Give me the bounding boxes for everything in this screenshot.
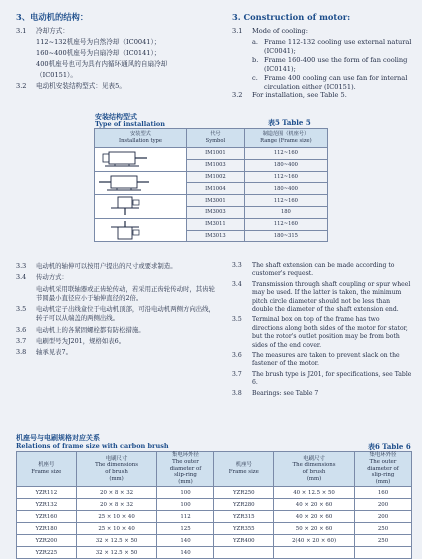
list-item bbox=[16, 326, 216, 335]
frame-size-cell: YZR355 bbox=[214, 523, 274, 535]
item-text: The measures are taken to prevent slack on the fastener of the motor. bbox=[252, 352, 400, 368]
section-heading-zh: 3、电动机的结构： bbox=[16, 12, 89, 22]
item-number: 3.5 bbox=[232, 316, 242, 324]
bullet: c. bbox=[252, 73, 258, 82]
cooling-b-text: Frame 160-400 use the form of fan cooling (IC0141); bbox=[264, 55, 408, 73]
list-item bbox=[232, 281, 412, 315]
frame-size-cell: YZR280 bbox=[214, 499, 274, 511]
list-item bbox=[232, 352, 412, 369]
slip-ring-diameter-cell: 250 bbox=[354, 535, 411, 547]
frame-size-cell: YZR132 bbox=[17, 499, 77, 511]
motor-foot-mount-drawing bbox=[95, 148, 187, 172]
item-text: 电动机的轴伸可以按用户提出的尺寸或要求制造。 bbox=[36, 262, 177, 270]
motor-vertical-flange-icon bbox=[95, 196, 155, 216]
section-3-english bbox=[232, 12, 412, 102]
table-row bbox=[17, 487, 412, 499]
header-frame-size: 机座号 Frame size bbox=[214, 452, 274, 487]
cooling-line-4: （IC0151）。 bbox=[36, 70, 77, 79]
list-item bbox=[232, 371, 412, 388]
symbol-cell: IM1002 bbox=[187, 171, 245, 183]
list-item bbox=[232, 316, 412, 350]
item-text: 电刷型号为J201，规格如表6。 bbox=[36, 336, 126, 345]
table-row bbox=[17, 535, 412, 547]
item-text: 电动机安装结构型式：见表5。 bbox=[36, 81, 126, 90]
symbol-cell: IM1001 bbox=[187, 148, 245, 160]
frame-size-cell: YZR180 bbox=[17, 523, 77, 535]
table5-title-zh: 安装结构型式 bbox=[95, 113, 137, 121]
brush-dimensions-cell: 50 × 20 × 60 bbox=[274, 523, 355, 535]
slip-ring-diameter-cell: 250 bbox=[354, 523, 411, 535]
item-number: 3.3 bbox=[16, 262, 27, 270]
frame-size-cell: YZR200 bbox=[17, 535, 77, 547]
item-number: 3.1 bbox=[16, 27, 27, 36]
range-cell: 180 bbox=[244, 206, 327, 218]
item-number: 3.4 bbox=[16, 273, 27, 282]
cooling-c bbox=[232, 74, 412, 92]
table-row bbox=[95, 195, 328, 207]
item-number: 3.8 bbox=[232, 389, 242, 397]
installation-table bbox=[94, 128, 328, 242]
cooling-b bbox=[232, 56, 412, 74]
header-slip-ring-diameter: 集电环外径 The outer diameter of slip-ring (mm) bbox=[157, 452, 214, 487]
item-text: The brush type is J201, for specifications, see Table 6. bbox=[252, 370, 412, 387]
item-number: 3.3 bbox=[232, 262, 242, 269]
brush-dimensions-cell: 40 × 20 × 60 bbox=[274, 499, 355, 511]
slip-ring-diameter-cell: 200 bbox=[354, 499, 411, 511]
item-text: Mode of cooling: bbox=[252, 27, 308, 36]
item-number: 3.1 bbox=[232, 27, 243, 36]
item-text: 传动方式： bbox=[36, 273, 68, 282]
header-frame-size: 机座号 Frame size bbox=[17, 452, 77, 487]
brush-dimensions-cell: 40 × 20 × 60 bbox=[274, 511, 355, 523]
header-brush-dimensions: 电刷尺寸 The dimensions of brush (mm) bbox=[76, 452, 157, 487]
header-slip-ring-diameter: 集电环外径 The outer diameter of slip-ring (mm) bbox=[354, 452, 411, 487]
item-text: Bearings: see Table 7 bbox=[252, 389, 319, 397]
item-3-1-en bbox=[232, 27, 412, 36]
items-3-3-to-3-8-en bbox=[232, 262, 412, 400]
list-item bbox=[16, 348, 216, 357]
items-3-3-to-3-8-zh bbox=[16, 262, 216, 360]
symbol-cell: IM3013 bbox=[187, 230, 245, 242]
frame-size-cell: YZR400 bbox=[214, 535, 274, 547]
range-cell: 112~160 bbox=[244, 218, 327, 230]
item-number bbox=[16, 285, 36, 304]
bullet: a. bbox=[252, 38, 259, 47]
brush-table-body bbox=[17, 487, 412, 559]
brush-dimensions-cell: 32 × 12.5 × 50 bbox=[76, 535, 157, 547]
frame-size-cell: YZR225 bbox=[17, 547, 77, 559]
slip-ring-diameter-cell: 112 bbox=[157, 511, 214, 523]
table6-title-en: Relations of frame size with carbon brush bbox=[16, 442, 169, 450]
item-text: Terminal box on top of the frame has two directions along both sides of the motor for stator, but the rotor's outlet position may be from both sides of the end cover. bbox=[252, 316, 408, 349]
list-item bbox=[16, 285, 216, 304]
symbol-cell: IM1003 bbox=[187, 159, 245, 171]
header-range: 制造范围（机座号） Range (Frame size) bbox=[244, 129, 327, 148]
table-row bbox=[95, 171, 328, 183]
item-number: 3.2 bbox=[16, 81, 27, 90]
list-item bbox=[232, 390, 412, 398]
motor-flange-down-drawing bbox=[95, 195, 187, 219]
list-item bbox=[16, 305, 216, 324]
item-3-1-zh bbox=[16, 27, 212, 36]
table-row bbox=[17, 523, 412, 535]
cooling-a-text: Frame 112-132 cooling use external natural (IC0041); bbox=[264, 38, 412, 55]
header-brush-dimensions: 电刷尺寸 The dimensions of brush (mm) bbox=[274, 452, 355, 487]
brush-dimensions-cell: 40 × 12.5 × 50 bbox=[274, 487, 355, 499]
item-number: 3.7 bbox=[16, 336, 27, 345]
item-number: 3.8 bbox=[16, 348, 27, 357]
slip-ring-diameter-cell: 100 bbox=[157, 499, 214, 511]
frame-size-cell: YZR160 bbox=[17, 511, 77, 523]
symbol-cell: IM1004 bbox=[187, 183, 245, 195]
cooling-a bbox=[232, 38, 412, 56]
range-cell: 112~160 bbox=[244, 171, 327, 183]
list-item bbox=[16, 262, 216, 271]
frame-size-cell: YZR250 bbox=[214, 487, 274, 499]
motor-horizontal-icon bbox=[95, 149, 155, 169]
header-symbol: 代号 Symbol bbox=[187, 129, 245, 148]
item-text: 电动机上的各紧固螺栓都有防松措施。 bbox=[36, 325, 145, 334]
slip-ring-diameter-cell bbox=[354, 547, 411, 559]
brush-dimensions-cell bbox=[274, 547, 355, 559]
slip-ring-diameter-cell: 140 bbox=[157, 547, 214, 559]
list-item bbox=[232, 262, 412, 279]
motor-double-shaft-icon bbox=[95, 173, 155, 193]
slip-ring-diameter-cell: 100 bbox=[157, 487, 214, 499]
motor-vertical-shaft-up-icon bbox=[95, 220, 155, 240]
motor-flange-up-drawing bbox=[95, 218, 187, 242]
list-item bbox=[16, 337, 216, 346]
item-number: 3.6 bbox=[232, 352, 242, 360]
range-cell: 180~400 bbox=[244, 183, 327, 195]
frame-size-cell: YZR112 bbox=[17, 487, 77, 499]
table5-label: 表5 Table 5 bbox=[268, 118, 311, 127]
frame-size-cell: YZR315 bbox=[214, 511, 274, 523]
symbol-cell: IM3003 bbox=[187, 206, 245, 218]
range-cell: 180~315 bbox=[244, 230, 327, 242]
brush-dimensions-cell: 20 × 8 × 32 bbox=[76, 487, 157, 499]
frame-size-cell bbox=[214, 547, 274, 559]
section-3-chinese bbox=[16, 12, 212, 93]
table-row bbox=[95, 218, 328, 230]
slip-ring-diameter-cell: 160 bbox=[354, 487, 411, 499]
item-text: 冷却方式： bbox=[36, 27, 69, 36]
slip-ring-diameter-cell: 140 bbox=[157, 535, 214, 547]
brush-dimensions-cell: 2(40 × 20 × 60) bbox=[274, 535, 355, 547]
item-number: 3.5 bbox=[16, 305, 27, 314]
range-cell: 112~160 bbox=[244, 148, 327, 160]
cooling-line-2: 160~400机座号为自扇冷却（IC0141）； bbox=[36, 48, 161, 57]
cooling-c-text: Frame 400 cooling can use fan for internal circulation either (IC0151). bbox=[264, 73, 408, 91]
range-cell: 180~400 bbox=[244, 159, 327, 171]
item-text: 轴承见表7。 bbox=[36, 348, 73, 357]
table-row bbox=[95, 148, 328, 160]
symbol-cell: IM3011 bbox=[187, 218, 245, 230]
item-number: 3.7 bbox=[232, 370, 242, 378]
item-text: For installation, see Table 5. bbox=[252, 91, 347, 100]
slip-ring-diameter-cell: 125 bbox=[157, 523, 214, 535]
item-text: Transmission through shaft coupling or spur wheel may be used. If the latter is taken, the minimum pitch circle diameter should not be less than double the diameter of the shaft extension end. bbox=[252, 280, 411, 314]
cooling-line-1: 112~132机座号为自然冷却（IC0041）； bbox=[36, 38, 161, 47]
item-number: 3.4 bbox=[232, 280, 242, 288]
item-text: 电动机定子出线盒位于电动机顶部，可沿电动机两侧方向出线，转子可以从端盖的两侧出线。 bbox=[36, 305, 215, 323]
slip-ring-diameter-cell: 200 bbox=[354, 511, 411, 523]
bullet: b. bbox=[252, 55, 259, 64]
list-item bbox=[16, 273, 216, 282]
table-row bbox=[17, 499, 412, 511]
header-installation-type: 安装型式 Installation type bbox=[95, 129, 187, 148]
brush-table bbox=[16, 451, 412, 559]
table6-title-zh: 机座号与电刷规格对应关系 bbox=[16, 434, 100, 442]
brush-dimensions-cell: 25 × 10 × 40 bbox=[76, 523, 157, 535]
table-row bbox=[17, 511, 412, 523]
table-row bbox=[17, 547, 412, 559]
motor-double-shaft-drawing bbox=[95, 171, 187, 195]
brush-dimensions-cell: 25 × 10 × 40 bbox=[76, 511, 157, 523]
brush-dimensions-cell: 32 × 12.5 × 50 bbox=[76, 547, 157, 559]
brush-dimensions-cell: 20 × 8 × 32 bbox=[76, 499, 157, 511]
range-cell: 112~160 bbox=[244, 195, 327, 207]
table5-title-en: Type of installation bbox=[95, 120, 165, 128]
cooling-line-3: 400机座号也可为具有内循环通风的自扇冷却 bbox=[36, 59, 168, 68]
item-number: 3.2 bbox=[232, 91, 243, 100]
symbol-cell: IM3001 bbox=[187, 195, 245, 207]
item-number: 3.6 bbox=[16, 325, 27, 334]
table6-label: 表6 Table 6 bbox=[368, 442, 411, 451]
item-text: 电动机采用联轴器或正齿轮传动，若采用正齿轮传动时，其齿轮节圆最小直径应小于轴伸直径的2倍。 bbox=[36, 284, 215, 302]
item-text: The shaft extension can be made according to customer's request. bbox=[252, 262, 395, 278]
item-3-2-en bbox=[232, 91, 412, 100]
section-heading-en: 3. Construction of motor: bbox=[232, 12, 351, 22]
item-3-2-zh bbox=[16, 82, 212, 91]
